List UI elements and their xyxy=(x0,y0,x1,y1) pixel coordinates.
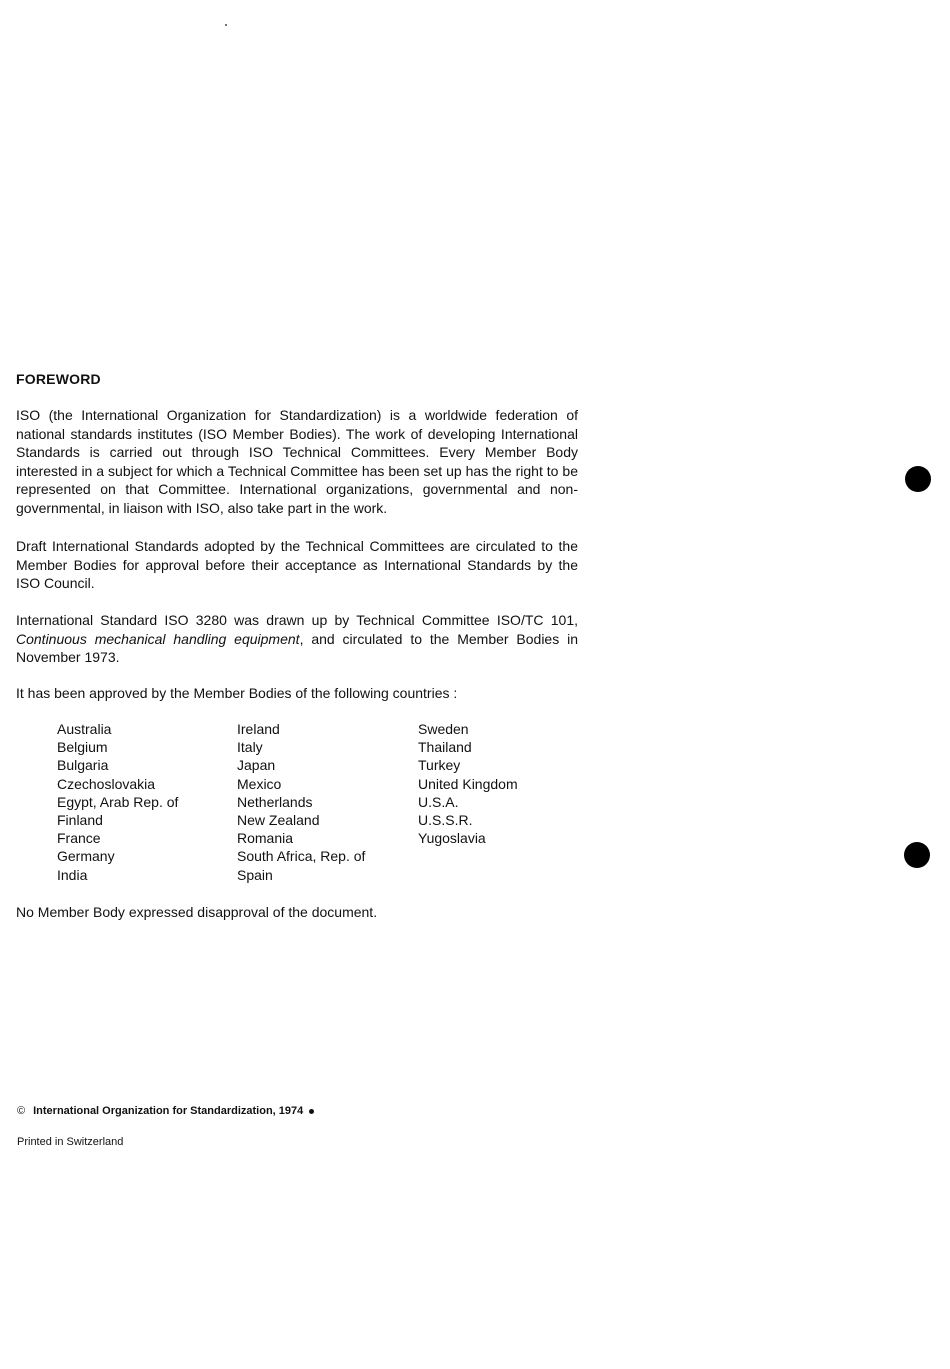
country-item: Japan xyxy=(237,757,276,774)
standard-text-after: , and circulated to the Member Bodies in November 1973. xyxy=(16,630,578,666)
country-item: Bulgaria xyxy=(57,757,109,774)
country-item: U.S.A. xyxy=(418,793,459,810)
country-item: Germany xyxy=(57,848,115,865)
copyright-text: International Organization for Standardization, 1974 xyxy=(33,1105,304,1117)
scan-speck xyxy=(225,24,227,26)
country-item: India xyxy=(57,866,88,883)
country-item: Belgium xyxy=(57,739,108,756)
paragraph-standard-origin xyxy=(16,611,578,667)
country-item: Mexico xyxy=(237,775,282,792)
approval-intro: It has been approved by the Member Bodies of the following countries : xyxy=(16,685,458,701)
country-item: United Kingdom xyxy=(418,775,518,792)
country-column-3 xyxy=(418,720,598,884)
country-column-1 xyxy=(57,720,237,884)
country-item: Turkey xyxy=(418,757,461,774)
country-item: Czechoslovakia xyxy=(57,775,156,792)
committee-title: Continuous mechanical handling equipment xyxy=(16,630,300,647)
country-list xyxy=(57,720,598,884)
punch-hole-icon xyxy=(904,842,930,868)
bullet-dot-icon xyxy=(309,1109,314,1114)
country-item: Italy xyxy=(237,739,263,756)
country-item: Finland xyxy=(57,812,103,829)
copyright-icon: © xyxy=(17,1105,26,1117)
copyright-line xyxy=(17,1105,314,1117)
paragraph-iso-intro: ISO (the International Organization for Standardization) is a worldwide federation of national standards institutes (ISO Member Bodies). The work of developing International Standards is carried out through ISO Technical Committees. Every Member Body interested in a subject for which a Technical Committee has been set up has the right to be represented on that Committee. International organizations, governmental and non-governmental, in liaison with ISO, also take part in the work. xyxy=(16,407,578,516)
printed-location: Printed in Switzerland xyxy=(17,1136,124,1148)
disapproval-note: No Member Body expressed disapproval of the document. xyxy=(16,904,378,920)
foreword-heading: FOREWORD xyxy=(16,371,101,387)
country-item: Australia xyxy=(57,721,112,737)
country-item: South Africa, Rep. of xyxy=(237,848,366,865)
country-item: Netherlands xyxy=(237,793,313,810)
country-item: Spain xyxy=(237,866,273,883)
country-item: Egypt, Arab Rep. of xyxy=(57,793,179,810)
country-item: U.S.S.R. xyxy=(418,812,473,829)
paragraph-draft-standards: Draft International Standards adopted by the Technical Committees are circulated to the Member Bodies for approval before their acceptance as International Standards by the ISO Council. xyxy=(16,538,578,592)
country-item: Romania xyxy=(237,830,294,847)
country-item: France xyxy=(57,830,101,847)
country-item: New Zealand xyxy=(237,812,320,829)
country-item: Thailand xyxy=(418,739,472,756)
punch-hole-icon xyxy=(905,466,931,492)
country-item: Ireland xyxy=(237,721,280,737)
country-item: Sweden xyxy=(418,721,469,737)
country-column-2 xyxy=(237,720,418,884)
standard-text-before: International Standard ISO 3280 was drawn up by Technical Committee ISO/TC 101, xyxy=(16,612,578,628)
country-item: Yugoslavia xyxy=(418,830,486,847)
